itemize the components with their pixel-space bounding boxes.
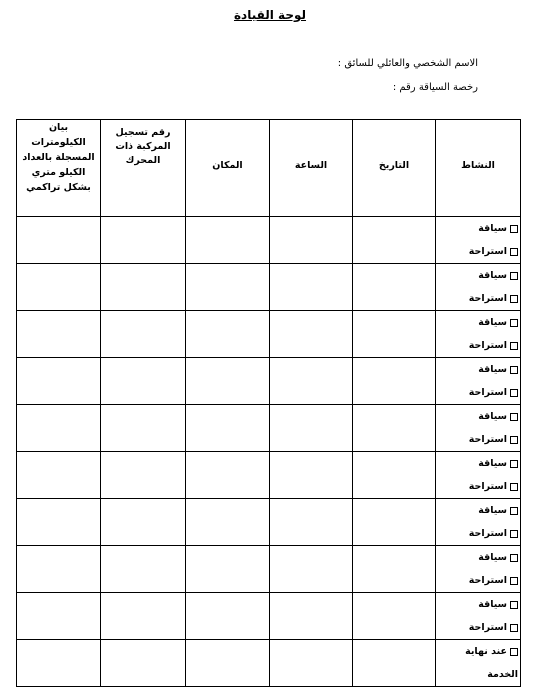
option-label: سياقة (478, 552, 507, 563)
time-cell[interactable] (270, 264, 353, 311)
option-label: استراحة (468, 387, 507, 398)
option-label: عند نهاية الخدمة (465, 646, 518, 680)
driving-option[interactable] (436, 217, 520, 240)
activity-cell (436, 640, 521, 687)
time-cell[interactable] (270, 358, 353, 405)
vehicle-cell[interactable] (101, 640, 186, 687)
place-cell[interactable] (186, 217, 270, 264)
driving-option[interactable] (436, 405, 520, 428)
checkbox-icon[interactable] (510, 601, 518, 609)
checkbox-icon[interactable] (510, 507, 518, 515)
rest-option[interactable] (436, 428, 520, 451)
place-cell[interactable] (186, 499, 270, 546)
option-label: استراحة (468, 481, 507, 492)
activity-cell (436, 217, 521, 264)
option-label: سياقة (478, 411, 507, 422)
place-cell[interactable] (186, 546, 270, 593)
driving-log-table (16, 119, 521, 687)
option-label: استراحة (468, 340, 507, 351)
date-cell[interactable] (353, 546, 436, 593)
table-row (17, 499, 521, 546)
vehicle-cell[interactable] (101, 311, 186, 358)
checkbox-icon[interactable] (510, 460, 518, 468)
activity-cell (436, 452, 521, 499)
km-cell[interactable] (17, 217, 101, 264)
date-cell[interactable] (353, 405, 436, 452)
time-cell[interactable] (270, 640, 353, 687)
checkbox-icon[interactable] (510, 225, 518, 233)
activity-cell (436, 499, 521, 546)
checkbox-icon[interactable] (510, 554, 518, 562)
driving-option[interactable] (436, 546, 520, 569)
checkbox-icon[interactable] (510, 366, 518, 374)
rest-option[interactable] (436, 334, 520, 357)
checkbox-icon[interactable] (510, 648, 518, 656)
driving-option[interactable] (436, 499, 520, 522)
activity-cell (436, 546, 521, 593)
place-cell[interactable] (186, 405, 270, 452)
option-label: سياقة (478, 270, 507, 281)
table-row (17, 546, 521, 593)
document-title: لوحة القيادة (233, 8, 307, 22)
table-row (17, 452, 521, 499)
option-label: استراحة (468, 434, 507, 445)
table-row (17, 264, 521, 311)
time-cell[interactable] (270, 452, 353, 499)
time-cell[interactable] (270, 593, 353, 640)
km-cell[interactable] (17, 593, 101, 640)
date-cell[interactable] (353, 311, 436, 358)
activity-cell (436, 405, 521, 452)
place-cell[interactable] (186, 311, 270, 358)
place-cell[interactable] (186, 358, 270, 405)
vehicle-cell[interactable] (101, 405, 186, 452)
option-label: سياقة (478, 458, 507, 469)
table-row (17, 311, 521, 358)
header-time: الساعة (270, 120, 353, 217)
km-cell[interactable] (17, 311, 101, 358)
rest-option[interactable] (436, 240, 520, 263)
place-cell[interactable] (186, 593, 270, 640)
checkbox-icon[interactable] (510, 413, 518, 421)
km-cell[interactable] (17, 452, 101, 499)
option-label: استراحة (468, 246, 507, 257)
rest-option[interactable] (436, 381, 520, 404)
checkbox-icon[interactable] (510, 295, 518, 303)
option-label: استراحة (468, 293, 507, 304)
table-row (17, 405, 521, 452)
driver-name-field[interactable]: الاسم الشخصي والعائلي للسائق : (337, 58, 478, 69)
rest-option[interactable] (436, 287, 520, 310)
vehicle-cell[interactable] (101, 452, 186, 499)
driving-option[interactable] (436, 311, 520, 334)
header-place: المكان (186, 120, 270, 217)
date-cell[interactable] (353, 217, 436, 264)
km-cell[interactable] (17, 640, 101, 687)
activity-cell (436, 593, 521, 640)
km-cell[interactable] (17, 546, 101, 593)
date-cell[interactable] (353, 264, 436, 311)
time-cell[interactable] (270, 499, 353, 546)
table-row (17, 593, 521, 640)
option-label: سياقة (478, 505, 507, 516)
driving-option[interactable] (436, 593, 520, 616)
time-cell[interactable] (270, 311, 353, 358)
vehicle-cell[interactable] (101, 593, 186, 640)
date-cell[interactable] (353, 640, 436, 687)
checkbox-icon[interactable] (510, 624, 518, 632)
option-label: سياقة (478, 599, 507, 610)
km-cell[interactable] (17, 264, 101, 311)
vehicle-cell[interactable] (101, 264, 186, 311)
option-label: استراحة (468, 575, 507, 586)
table-row (17, 640, 521, 687)
driving-option[interactable] (436, 358, 520, 381)
checkbox-icon[interactable] (510, 248, 518, 256)
km-cell[interactable] (17, 358, 101, 405)
date-cell[interactable] (353, 593, 436, 640)
activity-cell (436, 311, 521, 358)
checkbox-icon[interactable] (510, 272, 518, 280)
time-cell[interactable] (270, 405, 353, 452)
vehicle-cell[interactable] (101, 217, 186, 264)
header-vehicle-registration: رقم تسجيل المركبة ذات المحرك (101, 120, 186, 217)
time-cell[interactable] (270, 546, 353, 593)
table-row (17, 358, 521, 405)
date-cell[interactable] (353, 358, 436, 405)
checkbox-icon[interactable] (510, 319, 518, 327)
option-label: سياقة (478, 364, 507, 375)
checkbox-icon[interactable] (510, 577, 518, 585)
activity-cell (436, 264, 521, 311)
date-cell[interactable] (353, 452, 436, 499)
rest-option[interactable] (436, 475, 520, 498)
date-cell[interactable] (353, 499, 436, 546)
place-cell[interactable] (186, 452, 270, 499)
header-date: التاريخ (353, 120, 436, 217)
option-label: سياقة (478, 317, 507, 328)
checkbox-icon[interactable] (510, 483, 518, 491)
km-cell[interactable] (17, 499, 101, 546)
header-km-cumulative: بيان الكيلومترات المسجلة بالعداد الكيلو متري بشكل تراكمي (17, 120, 101, 217)
time-cell[interactable] (270, 217, 353, 264)
rest-option[interactable] (436, 616, 520, 639)
place-cell[interactable] (186, 640, 270, 687)
rest-option[interactable] (436, 569, 520, 592)
checkbox-icon[interactable] (510, 389, 518, 397)
checkbox-icon[interactable] (510, 342, 518, 350)
rest-option[interactable] (436, 522, 520, 545)
checkbox-icon[interactable] (510, 436, 518, 444)
table-header-row (17, 120, 521, 217)
driving-option[interactable] (436, 452, 520, 475)
option-label: استراحة (468, 622, 507, 633)
end-of-service-option[interactable] (436, 640, 520, 680)
vehicle-cell[interactable] (101, 546, 186, 593)
km-cell[interactable] (17, 405, 101, 452)
vehicle-cell[interactable] (101, 358, 186, 405)
option-label: استراحة (468, 528, 507, 539)
driving-option[interactable] (436, 264, 520, 287)
activity-cell (436, 358, 521, 405)
header-activity: النشاط (436, 120, 521, 217)
vehicle-cell[interactable] (101, 499, 186, 546)
table-row (17, 217, 521, 264)
option-label: سياقة (478, 223, 507, 234)
checkbox-icon[interactable] (510, 530, 518, 538)
license-number-field[interactable]: رخصة السياقة رقم : (392, 82, 478, 93)
place-cell[interactable] (186, 264, 270, 311)
